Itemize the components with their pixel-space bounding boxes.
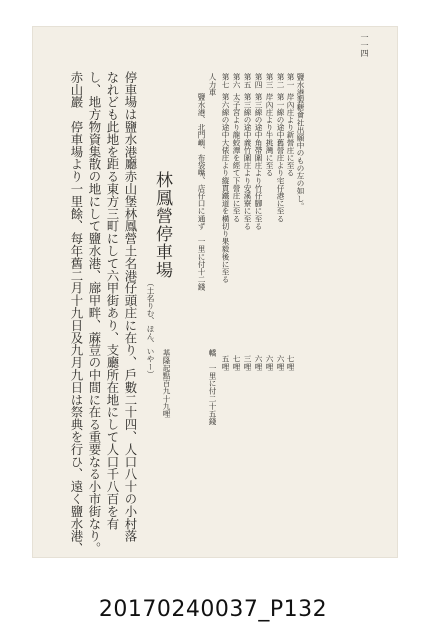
- route-distance: 六哩: [276, 355, 285, 371]
- body-line: 停車場は鹽水港廳赤山堡林鳳營土名港仔頭庄に在り、戶數二十四、人口八十の小村落: [123, 71, 138, 543]
- route-label: 第一: [286, 73, 295, 89]
- book-page: [33, 27, 397, 557]
- route-text: 岸內庄より新營庄に至る: [286, 93, 295, 177]
- route-text: 第六線の途中大俵庄より縱貫鐵道を橫切り果毅後に至る: [221, 93, 230, 283]
- route-distance: 六哩: [265, 355, 274, 371]
- route-distance: 七哩: [286, 355, 295, 371]
- page-number: 一一四: [360, 33, 369, 57]
- rickshaw-label: 人力車: [208, 73, 217, 96]
- image-caption: 20170240037_P132: [98, 597, 328, 622]
- route-label: 第七: [221, 73, 230, 89]
- station-reading: （土名りむ、ほん、いやー）: [146, 279, 155, 378]
- route-label: 第二: [276, 73, 285, 89]
- route-distance: 六哩: [254, 355, 263, 371]
- body-line: 赤山巖 停車場より一里餘、每年舊二月十九日及九月九日は祭典を行ひ、遠く鹽水港、: [69, 71, 84, 555]
- route-distance: 七哩: [232, 355, 241, 371]
- route-text: 太子宮より龍蛟潭を經て下營庄に至る: [232, 93, 241, 223]
- station-title: 林鳳營停車場: [152, 171, 172, 279]
- distance-from-keelung: 基隆起點百九十九哩: [162, 349, 171, 418]
- route-label: 第六: [232, 73, 241, 89]
- sedan-fare: 轎 一里に付二十五錢: [208, 349, 217, 425]
- route-label: 第三: [265, 73, 274, 89]
- body-line: なれども此地を距る東方三町にして六甲街あり、支廳所在地にして人口千八百を有: [105, 71, 120, 530]
- route-text: 第一線の途中舊營庄より宅仔港に至る: [276, 93, 285, 223]
- route-label: 第四: [254, 73, 263, 89]
- route-label: 第五: [243, 73, 252, 89]
- route-text: 岸內庄より牛挑灣に至る: [265, 93, 274, 177]
- intro-text: 鹽水港製糖會社出願中のもの左の如し。: [296, 73, 305, 210]
- body-line: し、地方物資集散の地にして鹽水港、廍甲畔、蔴荳の中間に在る重要なる小市街なり。: [87, 71, 102, 555]
- route-distance: 五哩: [221, 355, 230, 371]
- route-text: 第三線の途中義竹圍庄より安溪寮に至る: [243, 93, 252, 230]
- rickshaw-text: 鹽水港、北門嶼、布袋嘴、店仔口に通ず 一里に付十二錢: [197, 93, 206, 291]
- route-distance: 三哩: [243, 355, 252, 371]
- route-text: 第三線の途中角帶圍庄より竹仔腳に至る: [254, 93, 263, 230]
